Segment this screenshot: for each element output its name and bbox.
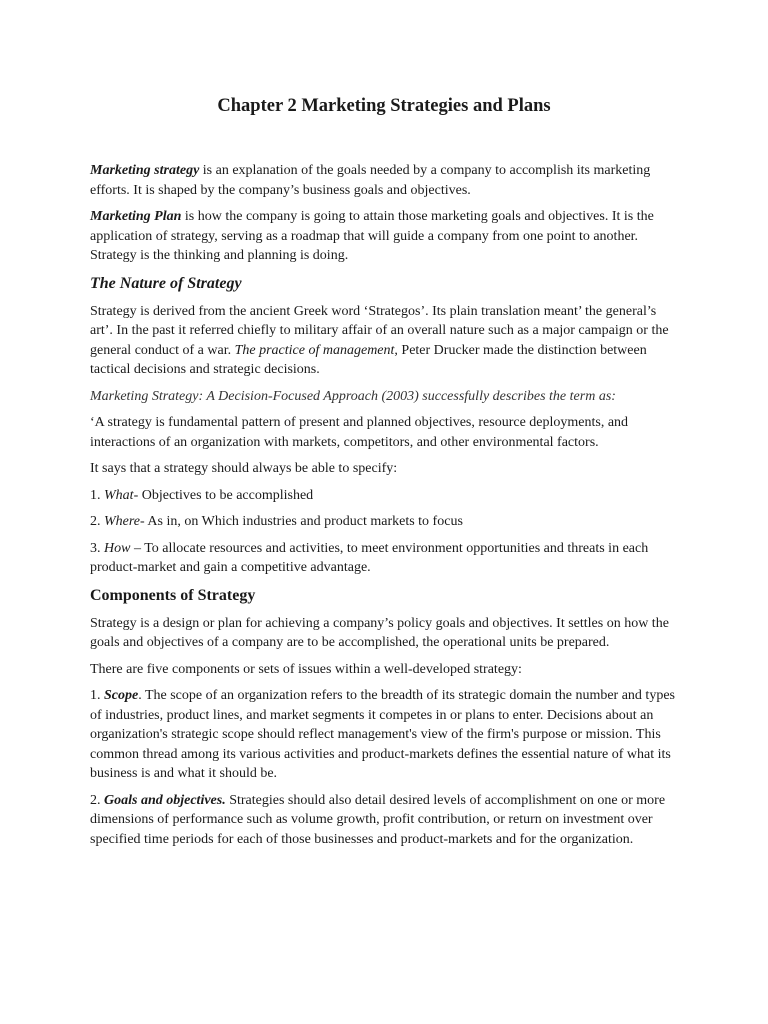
list-num: 3. — [90, 540, 104, 556]
marketing-plan-text: is how the company is going to attain those marketing goals and objectives. It is the application of strategy, serving as a roadmap that will guide a company from one point to another. Strategy is the thinking and planning is doing. — [90, 209, 654, 263]
list-term: How — [104, 540, 131, 556]
list-item-where — [90, 512, 678, 532]
section-heading-nature-of-strategy: The Nature of Strategy — [90, 274, 242, 292]
marketing-strategy-text: is an explanation of the goals needed by a company to accomplish its marketing efforts. It is shaped by the company’s business goals and objectives. — [90, 163, 651, 198]
specify-intro: It says that a strategy should always be able to specify: — [90, 461, 398, 476]
marketing-plan-definition — [90, 207, 678, 266]
nature-paragraph — [90, 302, 678, 380]
list-text: - Objectives to be accomplished — [133, 487, 314, 503]
section-heading-components-of-strategy: Components of Strategy — [90, 586, 256, 604]
strategy-quote: ‘A strategy is fundamental pattern of present and planned objectives, resource deployments, and interactions of an organization with markets, competitors, and other environmental factors. — [90, 415, 629, 450]
list-text: – To allocate resources and activities, to meet environment opportunities and threats in each product-market and gain a competitive advantage. — [90, 540, 649, 575]
marketing-strategy-definition — [90, 161, 678, 200]
list-text: Strategies should also detail desired levels of accomplishment on one or more dimensions of performance such as volume growth, profit contribution, or return on investment over specified time periods for each of those businesses and product-markets and for the organization. — [90, 792, 666, 847]
nature-text-b: , Peter Drucker made the distinction between tactical decisions and strategic decisions. — [90, 342, 647, 377]
list-item-how — [90, 539, 678, 578]
component-goals-and-objectives — [90, 791, 678, 850]
nature-italic-book: The practice of management — [234, 342, 395, 358]
list-term: Goals and objectives. — [104, 792, 226, 808]
list-text: - As in, on Which industries and product markets to focus — [140, 514, 463, 529]
list-num: 2. — [90, 514, 104, 529]
term-marketing-strategy: Marketing strategy — [90, 163, 200, 178]
list-num: 2. — [90, 792, 104, 808]
list-num: 1. — [90, 688, 104, 703]
term-marketing-plan: Marketing Plan — [90, 209, 182, 224]
list-item-what — [90, 486, 678, 506]
list-term: Where — [104, 514, 141, 529]
component-scope — [90, 686, 678, 784]
components-paragraph: Strategy is a design or plan for achieving a company’s policy goals and objectives. It settles on how the goals and objectives of a company are to be accomplished, the operational units be prepared. — [90, 615, 669, 650]
quote-source: Marketing Strategy: A Decision-Focused Approach (2003) successfully describes the term as: — [90, 388, 616, 404]
chapter-title: Chapter 2 Marketing Strategies and Plans — [217, 96, 551, 116]
list-num: 1. — [90, 487, 104, 503]
list-text: . The scope of an organization refers to the breadth of its strategic domain the number and types of industries, product lines, and market segments it competes in or plans to enter. Decisions about an organization's strategic scope should reflect management's view of the firm's purpose or mission. This common thread among its various activities and product-markets defines the essential nature of what its business is and what it should be. — [90, 688, 675, 781]
list-term: Scope — [104, 688, 139, 703]
list-term: What — [104, 487, 134, 503]
nature-text-a: Strategy is derived from the ancient Greek word ‘Strategos’. Its plain translation meant’ the general’s art’. In the past it referred chiefly to military affair of an overall nature such as a major campaign or the general conduct of a war. — [90, 303, 669, 358]
five-components-intro: There are five components or sets of issues within a well-developed strategy: — [90, 661, 522, 677]
